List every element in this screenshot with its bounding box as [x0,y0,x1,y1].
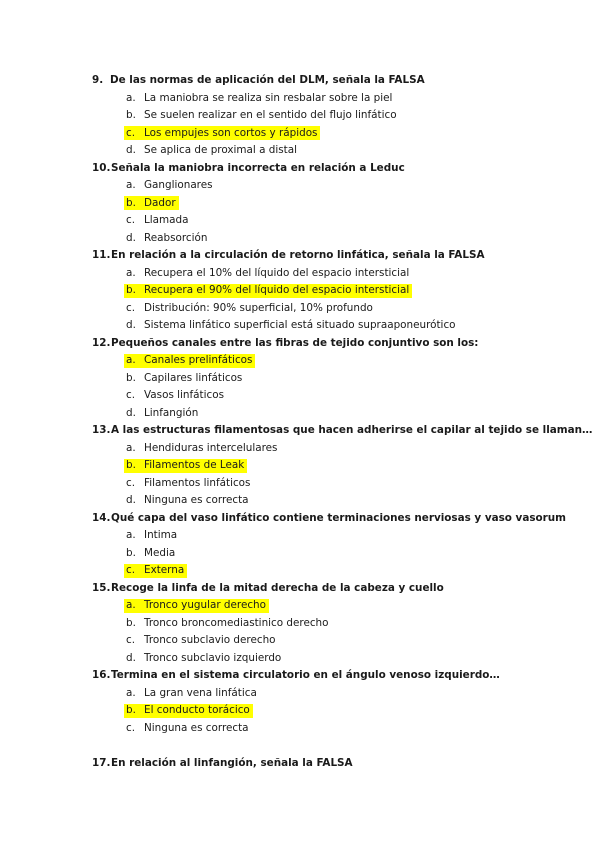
option-letter: c. [126,214,136,226]
option-letter: c. [126,389,136,401]
option-text: Capilares linfáticos [144,371,243,384]
question-heading [0,580,600,598]
question-heading [0,72,600,90]
question-number: 9. [92,74,104,86]
answer-option [0,107,600,125]
option-text: La gran vena linfática [144,686,257,699]
question-number: 17. [92,756,111,769]
option-text: Ganglionares [144,179,213,191]
option-text: Sistema linfático superficial está situado supraaponeurótico [144,319,456,331]
option-letter: d. [126,651,136,664]
option-text: Canales prelinfáticos [144,354,253,366]
question-heading [0,335,600,353]
option-text: Los empujes son cortos y rápidos [144,126,318,139]
question-text: Señala la maniobra incorrecta en relación a Leduc [111,161,405,174]
option-letter: b. [126,371,136,384]
option-text: Se suelen realizar en el sentido del flujo linfático [144,109,397,121]
answer-option [0,440,600,458]
question-heading [0,422,600,440]
option-letter: d. [126,231,136,244]
answer-option [0,650,600,668]
answer-option [0,720,600,738]
answer-option [0,685,600,703]
question-number: 11. [92,249,111,261]
question-heading [0,755,600,773]
answer-option [0,545,600,563]
question-heading [0,667,600,685]
answer-option [0,615,600,633]
option-letter: d. [126,406,136,419]
answer-option [0,527,600,545]
option-text: Distribución: 90% superficial, 10% profundo [144,301,373,314]
option-letter: b. [126,616,136,629]
answer-option [0,632,600,650]
answer-option [0,370,600,388]
option-letter: a. [126,354,136,366]
option-letter: b. [126,459,136,471]
option-text: Linfangión [144,406,199,419]
option-letter: a. [126,441,136,454]
answer-option-highlighted [0,125,600,143]
option-letter: d. [126,144,136,156]
option-letter: a. [126,686,136,699]
question-text: Recoge la linfa de la mitad derecha de la cabeza y cuello [111,581,444,594]
option-text: Tronco broncomediastinico derecho [144,616,329,629]
option-text: Vasos linfáticos [144,389,224,401]
question-number: 14. [92,511,111,524]
question-text: Termina en el sistema circulatorio en el ángulo venoso izquierdo… [111,669,500,681]
answer-option [0,142,600,160]
option-text: Filamentos de Leak [144,459,245,471]
question-heading [0,160,600,178]
option-text: Ninguna es correcta [144,494,249,506]
option-letter: c. [126,721,136,734]
option-text: Intima [144,529,178,541]
option-letter: c. [126,126,136,139]
option-text: Media [144,546,176,559]
option-text: Ninguna es correcta [144,721,249,734]
option-letter: a. [126,179,136,191]
question-text: Qué capa del vaso linfático contiene terminaciones nerviosas y vaso vasorum [111,511,567,524]
answer-option-highlighted [0,352,600,370]
question-text: En relación al linfangión, señala la FALSA [111,756,353,769]
question-number: 16. [92,669,111,681]
answer-option [0,405,600,423]
option-text: Recupera el 90% del líquido del espacio intersticial [144,284,410,296]
option-letter: d. [126,494,136,506]
answer-option-highlighted [0,195,600,213]
option-letter: c. [126,301,136,314]
option-text: Tronco yugular derecho [144,599,267,611]
question-number: 13. [92,424,111,436]
answer-option [0,492,600,510]
answer-option [0,212,600,230]
answer-option [0,475,600,493]
option-letter: a. [126,266,136,279]
question-text: De las normas de aplicación del DLM, señala la FALSA [110,74,425,86]
question-number: 15. [92,581,111,594]
option-letter: b. [126,196,136,209]
option-text: Tronco subclavio izquierdo [144,651,282,664]
answer-option-highlighted [0,597,600,615]
option-letter: c. [126,634,136,646]
question-text: Pequeños canales entre las fibras de tejido conjuntivo son los: [111,336,479,349]
option-text: Se aplica de proximal a distal [144,144,297,156]
option-letter: c. [126,564,136,576]
option-letter: a. [126,529,136,541]
option-text: La maniobra se realiza sin resbalar sobre la piel [144,91,393,104]
option-text: El conducto torácico [144,704,250,716]
blank-line [0,737,600,755]
option-text: Tronco subclavio derecho [144,634,276,646]
option-text: Hendiduras intercelulares [144,441,278,454]
question-number: 12. [92,336,111,349]
answer-option [0,177,600,195]
answer-option [0,387,600,405]
option-letter: b. [126,704,136,716]
option-text: Filamentos linfáticos [144,476,251,489]
answer-option [0,90,600,108]
option-text: Reabsorción [144,231,208,244]
answer-option [0,317,600,335]
question-number: 10. [92,161,111,174]
option-text: Dador [144,196,176,209]
option-letter: b. [126,284,136,296]
question-heading [0,510,600,528]
option-letter: d. [126,319,136,331]
option-letter: b. [126,109,136,121]
option-letter: c. [126,476,136,489]
option-letter: a. [126,91,136,104]
answer-option-highlighted [0,457,600,475]
option-text: Externa [144,564,185,576]
question-heading [0,247,600,265]
option-text: Llamada [144,214,189,226]
option-letter: b. [126,546,136,559]
option-letter: a. [126,599,136,611]
question-text: A las estructuras filamentosas que hacen adherirse el capilar al tejido se llaman… [111,424,593,436]
answer-option-highlighted [0,702,600,720]
answer-option [0,265,600,283]
answer-option [0,300,600,318]
option-text: Recupera el 10% del líquido del espacio intersticial [144,266,410,279]
answer-option-highlighted [0,562,600,580]
question-text: En relación a la circulación de retorno linfática, señala la FALSA [111,249,485,261]
quiz-document [0,72,600,772]
answer-option-highlighted [0,282,600,300]
answer-option [0,230,600,248]
